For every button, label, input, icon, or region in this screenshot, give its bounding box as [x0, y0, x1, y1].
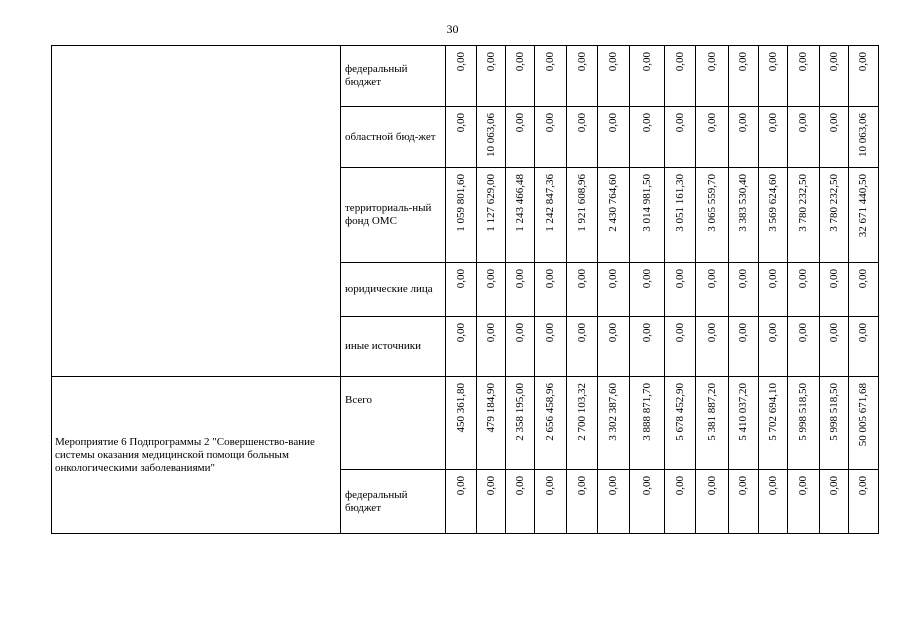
amount-cell — [665, 107, 696, 168]
amount-value: 0,00 — [705, 269, 718, 289]
amount-cell — [665, 168, 696, 263]
amount-value: 10 063,06 — [857, 113, 869, 157]
amount-cell — [729, 107, 759, 168]
amount-value: 0,00 — [607, 476, 619, 496]
amount-value: 0,00 — [857, 269, 869, 289]
amount-cell — [788, 107, 820, 168]
amount-cell — [630, 107, 665, 168]
amount-value: 0,00 — [737, 52, 749, 72]
amount-cell — [696, 470, 729, 534]
amount-cell — [567, 377, 598, 470]
amount-cell — [630, 46, 665, 107]
funding-source-label: Всего — [345, 394, 372, 406]
amount-value: 0,00 — [766, 113, 779, 133]
amount-cell — [759, 107, 788, 168]
measure-name-cell — [52, 377, 341, 534]
amount-cell — [598, 377, 630, 470]
amount-cell — [759, 46, 788, 107]
amount-value: 450 361,80 — [454, 383, 467, 433]
amount-cell — [477, 107, 506, 168]
amount-value: 3 051 161,30 — [673, 174, 686, 232]
amount-cell — [446, 317, 477, 377]
amount-value: 10 063,06 — [484, 113, 497, 157]
amount-value: 0,00 — [640, 52, 653, 72]
amount-value: 2 656 458,96 — [544, 383, 556, 441]
amount-value: 0,00 — [705, 113, 718, 133]
amount-value: 0,00 — [673, 269, 686, 289]
amount-value: 0,00 — [575, 323, 588, 343]
amount-cell — [598, 168, 630, 263]
amount-value: 0,00 — [705, 323, 718, 343]
amount-cell — [598, 46, 630, 107]
amount-value: 32 671 440,50 — [857, 174, 869, 238]
amount-value: 0,00 — [513, 269, 526, 289]
amount-value: 1 059 801,60 — [454, 174, 467, 232]
amount-value: 0,00 — [575, 113, 588, 133]
amount-cell — [477, 263, 506, 317]
amount-cell — [535, 168, 567, 263]
amount-cell — [567, 107, 598, 168]
amount-cell — [665, 46, 696, 107]
amount-cell — [696, 263, 729, 317]
amount-value: 1 243 466,48 — [513, 174, 526, 232]
funding-source-cell — [341, 317, 446, 377]
table-row — [52, 46, 879, 107]
amount-cell — [665, 377, 696, 470]
amount-cell — [696, 168, 729, 263]
amount-cell — [598, 107, 630, 168]
amount-cell — [788, 263, 820, 317]
amount-value: 50 005 671,68 — [857, 383, 869, 447]
amount-cell — [788, 46, 820, 107]
funding-source-label: областной бюд-жет — [345, 130, 436, 143]
amount-cell — [820, 168, 849, 263]
amount-value: 0,00 — [673, 323, 686, 343]
amount-value: 0,00 — [454, 269, 467, 289]
amount-cell — [820, 470, 849, 534]
amount-value: 3 569 624,60 — [766, 174, 779, 232]
amount-cell — [477, 470, 506, 534]
amount-cell — [788, 317, 820, 377]
amount-cell — [788, 168, 820, 263]
amount-cell — [849, 168, 879, 263]
amount-value: 0,00 — [575, 52, 588, 72]
amount-value: 479 184,90 — [484, 383, 497, 433]
funding-source-cell — [341, 263, 446, 317]
amount-value: 0,00 — [607, 323, 619, 343]
amount-cell — [729, 317, 759, 377]
amount-value: 0,00 — [513, 52, 526, 72]
amount-value: 0,00 — [737, 476, 749, 496]
amount-cell — [759, 470, 788, 534]
amount-value: 5 998 518,50 — [827, 383, 840, 441]
amount-value: 0,00 — [673, 476, 686, 496]
amount-value: 1 242 847,36 — [544, 174, 556, 232]
amount-cell — [567, 317, 598, 377]
amount-cell — [820, 377, 849, 470]
budget-table — [51, 45, 879, 534]
amount-value: 0,00 — [797, 323, 809, 343]
amount-value: 0,00 — [640, 476, 653, 496]
amount-value: 0,00 — [544, 113, 556, 133]
amount-value: 0,00 — [544, 52, 556, 72]
amount-cell — [696, 46, 729, 107]
amount-value: 0,00 — [766, 323, 779, 343]
amount-value: 0,00 — [575, 476, 588, 496]
measure-name-cell — [52, 46, 341, 377]
amount-cell — [567, 46, 598, 107]
budget-table-body — [52, 46, 879, 534]
amount-cell — [535, 107, 567, 168]
amount-value: 3 383 530,40 — [737, 174, 749, 232]
amount-value: 0,00 — [737, 269, 749, 289]
amount-value: 0,00 — [737, 113, 749, 133]
amount-cell — [820, 46, 849, 107]
amount-value: 0,00 — [640, 323, 653, 343]
amount-value: 5 998 518,50 — [797, 383, 809, 441]
amount-value: 0,00 — [454, 323, 467, 343]
amount-cell — [820, 317, 849, 377]
funding-source-label: иные источники — [345, 340, 421, 352]
amount-cell — [788, 377, 820, 470]
amount-value: 0,00 — [797, 476, 809, 496]
amount-cell — [506, 470, 535, 534]
amount-cell — [759, 168, 788, 263]
amount-value: 0,00 — [827, 269, 840, 289]
amount-cell — [598, 470, 630, 534]
amount-value: 0,00 — [766, 269, 779, 289]
funding-source-cell — [341, 46, 446, 107]
amount-cell — [729, 263, 759, 317]
amount-cell — [477, 317, 506, 377]
amount-value: 0,00 — [513, 323, 526, 343]
amount-cell — [665, 263, 696, 317]
amount-value: 0,00 — [640, 113, 653, 133]
amount-cell — [820, 263, 849, 317]
amount-cell — [598, 317, 630, 377]
amount-value: 0,00 — [640, 269, 653, 289]
amount-value: 0,00 — [797, 113, 809, 133]
amount-cell — [630, 377, 665, 470]
amount-value: 3 302 387,60 — [607, 383, 619, 441]
amount-value: 0,00 — [673, 113, 686, 133]
amount-cell — [849, 263, 879, 317]
amount-cell — [598, 263, 630, 317]
amount-cell — [729, 377, 759, 470]
amount-value: 0,00 — [607, 113, 619, 133]
amount-cell — [665, 470, 696, 534]
amount-value: 0,00 — [705, 52, 718, 72]
amount-cell — [759, 317, 788, 377]
amount-value: 0,00 — [827, 476, 840, 496]
amount-cell — [506, 107, 535, 168]
amount-value: 0,00 — [544, 269, 556, 289]
amount-value: 0,00 — [737, 323, 749, 343]
amount-cell — [477, 46, 506, 107]
amount-cell — [729, 168, 759, 263]
amount-value: 0,00 — [454, 476, 467, 496]
funding-source-cell — [341, 470, 446, 534]
amount-value: 0,00 — [827, 113, 840, 133]
amount-value: 0,00 — [607, 269, 619, 289]
table-row — [52, 377, 879, 470]
amount-value: 0,00 — [484, 52, 497, 72]
amount-cell — [696, 377, 729, 470]
amount-cell — [849, 46, 879, 107]
funding-source-label: федеральный бюджет — [345, 488, 408, 514]
amount-cell — [665, 317, 696, 377]
amount-value: 5 410 037,20 — [737, 383, 749, 441]
amount-value: 0,00 — [513, 476, 526, 496]
amount-cell — [535, 263, 567, 317]
amount-value: 5 702 694,10 — [766, 383, 779, 441]
funding-source-label: юридические лица — [345, 283, 433, 295]
amount-cell — [535, 377, 567, 470]
amount-value: 0,00 — [673, 52, 686, 72]
amount-value: 0,00 — [705, 476, 718, 496]
amount-value: 0,00 — [454, 52, 467, 72]
amount-cell — [788, 470, 820, 534]
amount-cell — [729, 46, 759, 107]
amount-cell — [477, 168, 506, 263]
amount-value: 0,00 — [544, 323, 556, 343]
amount-cell — [820, 107, 849, 168]
amount-value: 3 014 981,50 — [640, 174, 653, 232]
amount-value: 0,00 — [484, 323, 497, 343]
amount-value: 2 358 195,00 — [513, 383, 526, 441]
amount-cell — [446, 377, 477, 470]
amount-cell — [759, 377, 788, 470]
amount-value: 1 921 608,96 — [575, 174, 588, 232]
amount-value: 0,00 — [857, 323, 869, 343]
amount-value: 0,00 — [857, 476, 869, 496]
amount-cell — [630, 317, 665, 377]
amount-cell — [729, 470, 759, 534]
amount-cell — [849, 470, 879, 534]
amount-value: 0,00 — [607, 52, 619, 72]
amount-value: 5 678 452,90 — [673, 383, 686, 441]
amount-cell — [506, 317, 535, 377]
funding-source-cell — [341, 107, 446, 168]
amount-value: 3 065 559,70 — [705, 174, 718, 232]
amount-value: 0,00 — [454, 113, 467, 133]
amount-cell — [506, 377, 535, 470]
amount-value: 0,00 — [857, 52, 869, 72]
amount-cell — [535, 470, 567, 534]
amount-cell — [630, 263, 665, 317]
amount-cell — [567, 168, 598, 263]
amount-cell — [696, 107, 729, 168]
amount-value: 0,00 — [827, 323, 840, 343]
funding-source-cell — [341, 377, 446, 470]
amount-value: 0,00 — [484, 269, 497, 289]
page-number: 30 — [446, 22, 459, 36]
amount-value: 0,00 — [766, 52, 779, 72]
amount-cell — [446, 168, 477, 263]
amount-cell — [849, 107, 879, 168]
amount-cell — [446, 107, 477, 168]
amount-value: 3 780 232,50 — [827, 174, 840, 232]
amount-value: 0,00 — [484, 476, 497, 496]
amount-cell — [506, 46, 535, 107]
amount-value: 5 381 887,20 — [705, 383, 718, 441]
amount-value: 3 888 871,70 — [640, 383, 653, 441]
amount-cell — [535, 46, 567, 107]
amount-cell — [446, 263, 477, 317]
amount-cell — [630, 168, 665, 263]
amount-value: 1 127 629,00 — [484, 174, 497, 232]
amount-cell — [630, 470, 665, 534]
amount-cell — [446, 470, 477, 534]
amount-value: 0,00 — [797, 52, 809, 72]
funding-source-cell — [341, 168, 446, 263]
amount-value: 0,00 — [797, 269, 809, 289]
amount-cell — [567, 470, 598, 534]
amount-cell — [477, 377, 506, 470]
amount-cell — [567, 263, 598, 317]
amount-value: 2 430 764,60 — [607, 174, 619, 232]
amount-cell — [446, 46, 477, 107]
amount-value: 0,00 — [827, 52, 840, 72]
amount-value: 3 780 232,50 — [797, 174, 809, 232]
amount-cell — [696, 317, 729, 377]
amount-cell — [849, 317, 879, 377]
amount-value: 0,00 — [575, 269, 588, 289]
amount-value: 0,00 — [513, 113, 526, 133]
amount-cell — [506, 168, 535, 263]
funding-source-label: территориаль-ный фонд ОМС — [345, 202, 432, 227]
amount-cell — [759, 263, 788, 317]
amount-cell — [849, 377, 879, 470]
amount-value: 0,00 — [544, 476, 556, 496]
measure-name: Мероприятие 6 Подпрограммы 2 "Совершенство-вание системы оказания медицинской помощи больным онкологическими заболеваниями" — [55, 435, 315, 474]
funding-source-label: федеральный бюджет — [345, 63, 408, 88]
amount-cell — [535, 317, 567, 377]
amount-value: 2 700 103,32 — [575, 383, 588, 441]
amount-value: 0,00 — [766, 476, 779, 496]
amount-cell — [506, 263, 535, 317]
